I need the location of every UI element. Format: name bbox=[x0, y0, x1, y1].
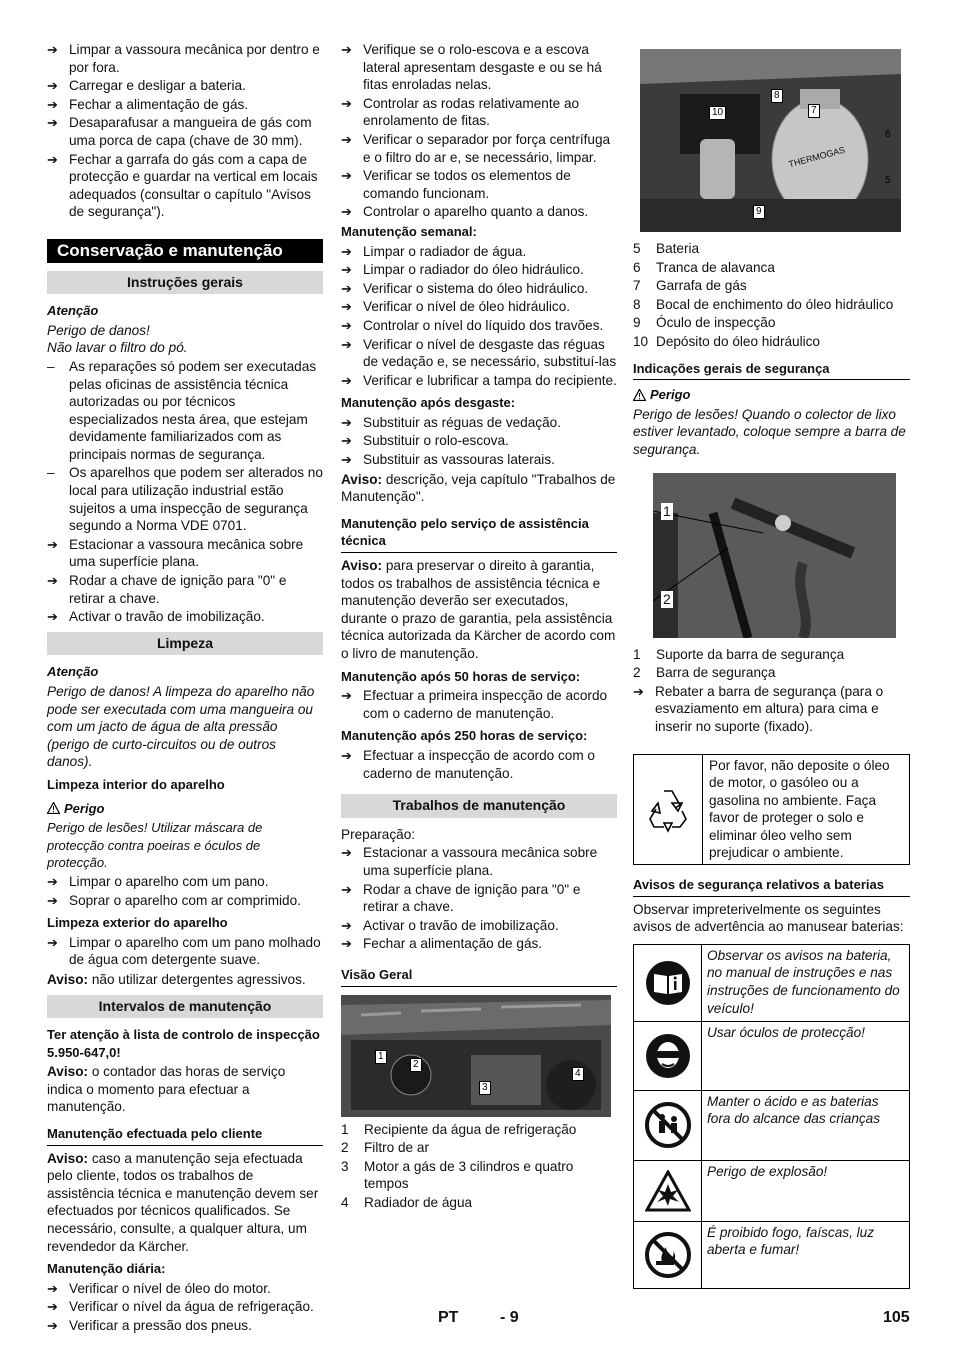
step-item: ➔ Carregar e desligar a bateria. bbox=[47, 78, 246, 94]
explosion-icon bbox=[634, 1161, 702, 1221]
photo-label: 9 bbox=[753, 205, 765, 219]
notice-label: Aviso: bbox=[341, 471, 383, 487]
attention-text-1: Perigo de danos! bbox=[47, 322, 150, 338]
subsection-work: Trabalhos de manutenção bbox=[341, 794, 617, 818]
intro-steps bbox=[47, 41, 323, 221]
photo-label: 3 bbox=[479, 1081, 491, 1095]
wear-steps bbox=[341, 414, 617, 469]
step-item: ➔ Verificar o separador por força centrífuga e o filtro do ar e, se necessário, limpar. bbox=[341, 131, 611, 165]
warning-row bbox=[634, 1022, 909, 1091]
arrow-icon: ➔ bbox=[47, 42, 58, 57]
intervals-notice bbox=[47, 1063, 323, 1116]
subsection-general: Instruções gerais bbox=[47, 271, 323, 295]
arrow-icon: ➔ bbox=[341, 299, 352, 315]
arrow-icon: ➔ bbox=[341, 845, 352, 861]
notice-label: Aviso: bbox=[47, 1064, 89, 1080]
legend-item: 2 Barra de segurança bbox=[633, 665, 776, 681]
arrow-icon: ➔ bbox=[47, 573, 58, 589]
arrow-icon: ➔ bbox=[47, 96, 58, 112]
step-item: ➔ Substituir as vassouras laterais. bbox=[341, 452, 555, 468]
general-dashes bbox=[47, 358, 323, 535]
goggles-icon bbox=[634, 1022, 702, 1090]
environment-text: Por favor, não deposite o óleo de motor, o gasóleo ou a gasolina no ambiente. Faça favor de proteger o solo e eliminar óleo velho sem prejudicar o ambiente. bbox=[709, 757, 890, 861]
step-item: ➔ Fechar a alimentação de gás. bbox=[341, 936, 543, 952]
arrow-icon: ➔ bbox=[47, 115, 58, 131]
legend-number: 9 bbox=[633, 315, 641, 331]
cleaning-attention-label: Atenção bbox=[47, 664, 99, 680]
step-item: ➔ Fechar a alimentação de gás. bbox=[47, 96, 249, 112]
warning-triangle-icon bbox=[633, 389, 646, 401]
arrow-icon: ➔ bbox=[341, 433, 352, 449]
prep-label: Preparação: bbox=[341, 826, 416, 842]
dash-marker: – bbox=[47, 358, 55, 374]
step-item: ➔ Controlar o aparelho quanto a danos. bbox=[341, 204, 589, 220]
warning-text: É proibido fogo, faíscas, luz aberta e fumar! bbox=[707, 1224, 874, 1258]
h250-steps bbox=[341, 747, 617, 782]
step-item: ➔ Controlar o nível do líquido dos travões. bbox=[341, 317, 604, 333]
arrow-icon: ➔ bbox=[341, 131, 352, 147]
service-title: Manutenção pelo serviço de assistência técnica bbox=[341, 512, 617, 553]
footer-lang: PT bbox=[438, 1309, 459, 1326]
legend-item: 9 Óculo de inspecção bbox=[633, 315, 776, 331]
battery-intro: Observar impreterivelmente os seguintes avisos de advertência ao manusear baterias: bbox=[633, 901, 904, 935]
photo-legend bbox=[633, 240, 910, 351]
warning-row bbox=[634, 1161, 909, 1222]
notice-text: não utilizar detergentes agressivos. bbox=[88, 971, 306, 987]
photo-label: 2 bbox=[410, 1058, 422, 1072]
cleaning-attention-text: Perigo de danos! A limpeza do aparelho não pode ser executada com uma mangueira ou com um jacto de água de alta pressão (perigo de curto-circuitos ou de outros danos). bbox=[47, 684, 315, 770]
arrow-icon: ➔ bbox=[341, 243, 352, 259]
legend-number: 1 bbox=[341, 1121, 349, 1137]
step-item: ➔ Verificar o sistema do óleo hidráulico. bbox=[341, 280, 589, 296]
photo-label: 4 bbox=[572, 1067, 584, 1081]
step-item: ➔ Estacionar a vassoura mecânica sobre uma superfície plana. bbox=[341, 845, 598, 878]
column-2 bbox=[341, 40, 617, 1212]
notice-text: o contador das horas de serviço indica o momento para efectuar a manutenção. bbox=[47, 1064, 286, 1115]
legend-number: 1 bbox=[633, 646, 641, 662]
arrow-icon: ➔ bbox=[341, 336, 352, 352]
notice-label: Aviso: bbox=[47, 971, 89, 987]
interior-steps bbox=[47, 873, 323, 909]
warning-row bbox=[634, 1091, 909, 1161]
dash-item: – Os aparelhos que podem ser alterados no local para utilização industrial estão sujeitos a uma inspecção de segurança segundo a Norma VDE 0701. bbox=[47, 465, 323, 534]
manual-icon bbox=[634, 945, 702, 1021]
subsection-intervals: Intervalos de manutenção bbox=[47, 995, 323, 1019]
weekly-steps bbox=[341, 243, 617, 390]
attention-label: Atenção bbox=[47, 303, 99, 319]
wear-title: Manutenção após desgaste: bbox=[341, 395, 516, 411]
arrow-icon: ➔ bbox=[47, 609, 58, 625]
notice-text: caso a manutenção seja efectuada pelo cliente, todos os trabalhos de assistência técnica e manutenção devem ser efectuados por técnicos qualificados. Se necessário, consulte, a qualquer altura, um revendedor da Kärcher. bbox=[47, 1150, 319, 1254]
arrow-icon: ➔ bbox=[341, 881, 352, 897]
arrow-icon: ➔ bbox=[47, 892, 58, 908]
arrow-icon: ➔ bbox=[47, 1280, 58, 1296]
step-item: ➔ Fechar a garrafa do gás com a capa de protecção e guardar na vertical em locais adequados (consultar o capítulo "Avisos de segurança"). bbox=[47, 151, 318, 220]
arrow-icon: ➔ bbox=[633, 683, 644, 699]
overview-photo bbox=[341, 995, 611, 1117]
step-item: ➔ Verificar o nível de desgaste das réguas de vedação e, se necessário, substituí-las bbox=[341, 336, 617, 370]
arrow-icon: ➔ bbox=[47, 536, 58, 552]
footer-page-number: 105 bbox=[883, 1309, 910, 1326]
safety-bar-photo bbox=[653, 473, 896, 638]
no-fire-icon bbox=[634, 1222, 702, 1288]
step-item: ➔ Activar o travão de imobilização. bbox=[341, 917, 559, 933]
photo-label: 6 bbox=[885, 129, 891, 140]
attention-text-2: Não lavar o filtro do pó. bbox=[47, 340, 188, 356]
legend-number: 2 bbox=[633, 665, 641, 681]
warning-text: Perigo de explosão! bbox=[707, 1163, 828, 1179]
step-item: ➔ Verifique se o rolo-escova e a escova lateral apresentam desgaste e ou se há fitas enroladas nelas. bbox=[341, 42, 602, 93]
checklist-title: Ter atenção à lista de controlo de inspecção 5.950-647,0! bbox=[47, 1027, 320, 1060]
weekly-title: Manutenção semanal: bbox=[341, 223, 477, 239]
step-item: ➔ Verificar o nível de óleo hidráulico. bbox=[341, 299, 571, 315]
gas-bottle-photo bbox=[640, 49, 901, 232]
step-item: ➔ Efectuar a inspecção de acordo com o caderno de manutenção. bbox=[341, 747, 595, 781]
step-item: ➔ Limpar o aparelho com um pano molhado de água com detergente suave. bbox=[47, 934, 321, 968]
legend-number: 6 bbox=[633, 259, 641, 275]
notice-label: Aviso: bbox=[47, 1150, 89, 1166]
warning-text: Usar óculos de protecção! bbox=[707, 1024, 865, 1040]
step-item: ➔ Rodar a chave de ignição para "0" e retirar a chave. bbox=[47, 573, 287, 606]
subsection-cleaning: Limpeza bbox=[47, 632, 323, 656]
photo-label: 1 bbox=[375, 1050, 387, 1064]
step-item: ➔ Soprar o aparelho com ar comprimido. bbox=[47, 892, 301, 908]
customer-notice bbox=[47, 1150, 323, 1256]
step-item: ➔ Verificar o nível da água de refrigeração. bbox=[47, 1299, 314, 1315]
step-item: ➔ Controlar as rodas relativamente ao enrolamento de fitas. bbox=[341, 95, 580, 129]
step-item: ➔ Limpar o radiador de água. bbox=[341, 243, 527, 259]
step-item: ➔ Limpar o aparelho com um pano. bbox=[47, 873, 269, 889]
callout-label: 1 bbox=[663, 502, 671, 519]
legend-number: 3 bbox=[341, 1158, 349, 1174]
column-3 bbox=[633, 40, 910, 1297]
no-children-icon bbox=[634, 1091, 702, 1160]
step-item: ➔ Estacionar a vassoura mecânica sobre uma superfície plana. bbox=[47, 536, 304, 570]
notice-label: Aviso: bbox=[341, 558, 383, 574]
legend-item: 8 Bocal de enchimento do óleo hidráulico bbox=[633, 296, 894, 312]
arrow-icon: ➔ bbox=[341, 168, 352, 184]
arrow-icon: ➔ bbox=[47, 934, 58, 950]
photo-label: 5 bbox=[885, 175, 891, 186]
photo-label: 8 bbox=[771, 89, 783, 103]
overview-title: Visão Geral bbox=[341, 963, 617, 987]
arrow-icon: ➔ bbox=[341, 936, 352, 952]
cleaning-notice bbox=[47, 971, 323, 989]
arrow-icon: ➔ bbox=[341, 95, 352, 111]
daily-steps-cont bbox=[341, 41, 617, 221]
exterior-steps bbox=[47, 934, 323, 969]
arrow-icon: ➔ bbox=[341, 747, 352, 763]
daily-steps bbox=[47, 1280, 323, 1335]
bar-legend bbox=[633, 646, 910, 682]
legend-item: 6 Tranca de alavanca bbox=[633, 259, 775, 275]
arrow-icon: ➔ bbox=[47, 873, 58, 889]
step-item: ➔ Limpar o radiador do óleo hidráulico. bbox=[341, 262, 584, 278]
arrow-icon: ➔ bbox=[341, 42, 352, 57]
arrow-icon: ➔ bbox=[341, 452, 352, 468]
step-item: ➔ Rodar a chave de ignição para "0" e retirar a chave. bbox=[341, 881, 581, 915]
legend-item: 5 Bateria bbox=[633, 241, 700, 256]
legend-number: 5 bbox=[633, 241, 641, 256]
danger-text: Perigo de lesões! Quando o colector de lixo estiver levantado, coloque sempre a barra de segurança. bbox=[633, 406, 906, 457]
legend-number: 7 bbox=[633, 278, 641, 294]
arrow-icon: ➔ bbox=[47, 1318, 58, 1333]
safety-bar-illustration bbox=[653, 473, 896, 638]
arrow-icon: ➔ bbox=[341, 688, 352, 704]
step-item: ➔ Limpar a vassoura mecânica por dentro e por fora. bbox=[47, 42, 320, 75]
callout-label: 2 bbox=[663, 590, 671, 607]
photo-label: 10 bbox=[709, 106, 726, 120]
arrow-icon: ➔ bbox=[47, 151, 58, 167]
arrow-icon: ➔ bbox=[47, 1299, 58, 1315]
h50-steps bbox=[341, 687, 617, 722]
legend-number: 10 bbox=[633, 333, 649, 349]
step-item: ➔ Efectuar a primeira inspecção de acordo com o caderno de manutenção. bbox=[341, 688, 608, 721]
danger-heading bbox=[47, 800, 323, 818]
notice-text: para preservar o direito à garantia, todos os trabalhos de assistência técnica e manutenção deverão ser executados, durante o prazo de garantia, pela assistência técnica autorizada da Kärcher de acordo com o livro de manutenção. bbox=[341, 558, 616, 661]
legend-item: 1 Suporte da barra de segurança bbox=[633, 646, 845, 662]
section-title: Conservação e manutenção bbox=[47, 239, 323, 263]
arrow-icon: ➔ bbox=[341, 317, 352, 333]
warning-triangle-icon bbox=[47, 802, 60, 814]
arrow-icon: ➔ bbox=[341, 917, 352, 933]
dash-marker: – bbox=[47, 465, 55, 481]
danger-text: Perigo de lesões! Utilizar máscara de protecção contra poeiras e óculos de protecção. bbox=[47, 820, 263, 871]
h250-title: Manutenção após 250 horas de serviço: bbox=[341, 728, 588, 744]
exterior-title: Limpeza exterior do aparelho bbox=[47, 915, 228, 931]
legend-item: 2 Filtro de ar bbox=[341, 1140, 429, 1156]
warning-row bbox=[634, 1222, 909, 1288]
interior-title: Limpeza interior do aparelho bbox=[47, 776, 225, 792]
arrow-icon: ➔ bbox=[341, 414, 352, 430]
arrow-icon: ➔ bbox=[341, 262, 352, 278]
arrow-icon: ➔ bbox=[341, 204, 352, 220]
warning-text: Observar os avisos na bateria, no manual de instruções e nas instruções de funcionamento do veículo! bbox=[707, 947, 900, 1016]
arrow-icon: ➔ bbox=[341, 372, 352, 388]
step-item: ➔ Verificar e lubrificar a tampa do recipiente. bbox=[341, 372, 617, 388]
legend-number: 4 bbox=[341, 1194, 349, 1210]
h50-title: Manutenção após 50 horas de serviço: bbox=[341, 668, 581, 684]
step-item: ➔ Activar o travão de imobilização. bbox=[47, 609, 265, 625]
column-1 bbox=[47, 40, 323, 1336]
step-item: ➔ Substituir o rolo-escova. bbox=[341, 433, 509, 449]
legend-item: 1 Recipiente da água de refrigeração bbox=[341, 1121, 577, 1137]
warning-text: Manter o ácido e as baterias fora do alcance das crianças bbox=[707, 1093, 881, 1127]
overview-legend bbox=[341, 1121, 617, 1212]
step-item: ➔ Desaparafusar a mangueira de gás com uma porca de capa (chave de 30 mm). bbox=[47, 115, 312, 148]
gas-bottle-illustration bbox=[640, 49, 901, 232]
service-notice bbox=[341, 557, 617, 663]
danger-heading bbox=[633, 386, 910, 404]
safety-title: Indicações gerais de segurança bbox=[633, 357, 910, 381]
danger-label: Perigo bbox=[64, 800, 105, 816]
battery-title: Avisos de segurança relativos a baterias bbox=[633, 873, 910, 897]
recycle-icon bbox=[634, 755, 703, 865]
footer-page-local: - 9 bbox=[500, 1309, 519, 1326]
environment-box bbox=[633, 754, 910, 866]
legend-number: 8 bbox=[633, 296, 641, 312]
legend-number: 2 bbox=[341, 1140, 349, 1156]
step-item: ➔ Verificar a pressão dos pneus. bbox=[47, 1318, 252, 1333]
wear-notice bbox=[341, 471, 617, 506]
legend-item: 7 Garrafa de gás bbox=[633, 278, 747, 294]
danger-label: Perigo bbox=[650, 387, 691, 403]
prep-steps bbox=[341, 844, 617, 953]
legend-item: 4 Radiador de água bbox=[341, 1194, 473, 1210]
bottle-brand: THERMOGAS bbox=[787, 144, 847, 170]
daily-title: Manutenção diária: bbox=[47, 1261, 166, 1277]
battery-warnings bbox=[633, 944, 910, 1289]
notice-text: descrição, veja capítulo "Trabalhos de Manutenção". bbox=[341, 471, 616, 505]
photo-label: 7 bbox=[808, 104, 820, 118]
dash-item: – As reparações só podem ser executadas pelas oficinas de assistência técnica autorizadas ou por técnicos especializados nesta área, que estejam devidamente familiarizados com as principais normas de segurança. bbox=[47, 358, 317, 462]
general-steps bbox=[47, 536, 323, 626]
warning-row bbox=[634, 945, 909, 1022]
recycle-symbol bbox=[642, 783, 694, 835]
legend-item: 3 Motor a gás de 3 cilindros e quatro tempos bbox=[341, 1158, 574, 1192]
step-item: ➔ Verificar o nível de óleo do motor. bbox=[47, 1280, 271, 1296]
arrow-icon: ➔ bbox=[47, 78, 58, 94]
bar-step: ➔ Rebater a barra de segurança (para o esvaziamento em altura) para cima e inserir no suporte (fixado). bbox=[633, 683, 884, 734]
step-item: ➔ Verificar se todos os elementos de comando funcionam. bbox=[341, 168, 571, 201]
customer-title: Manutenção efectuada pelo cliente bbox=[47, 1122, 323, 1146]
arrow-icon: ➔ bbox=[341, 280, 352, 296]
legend-item: 10 Depósito do óleo hidráulico bbox=[633, 333, 820, 349]
step-item: ➔ Substituir as réguas de vedação. bbox=[341, 414, 561, 430]
